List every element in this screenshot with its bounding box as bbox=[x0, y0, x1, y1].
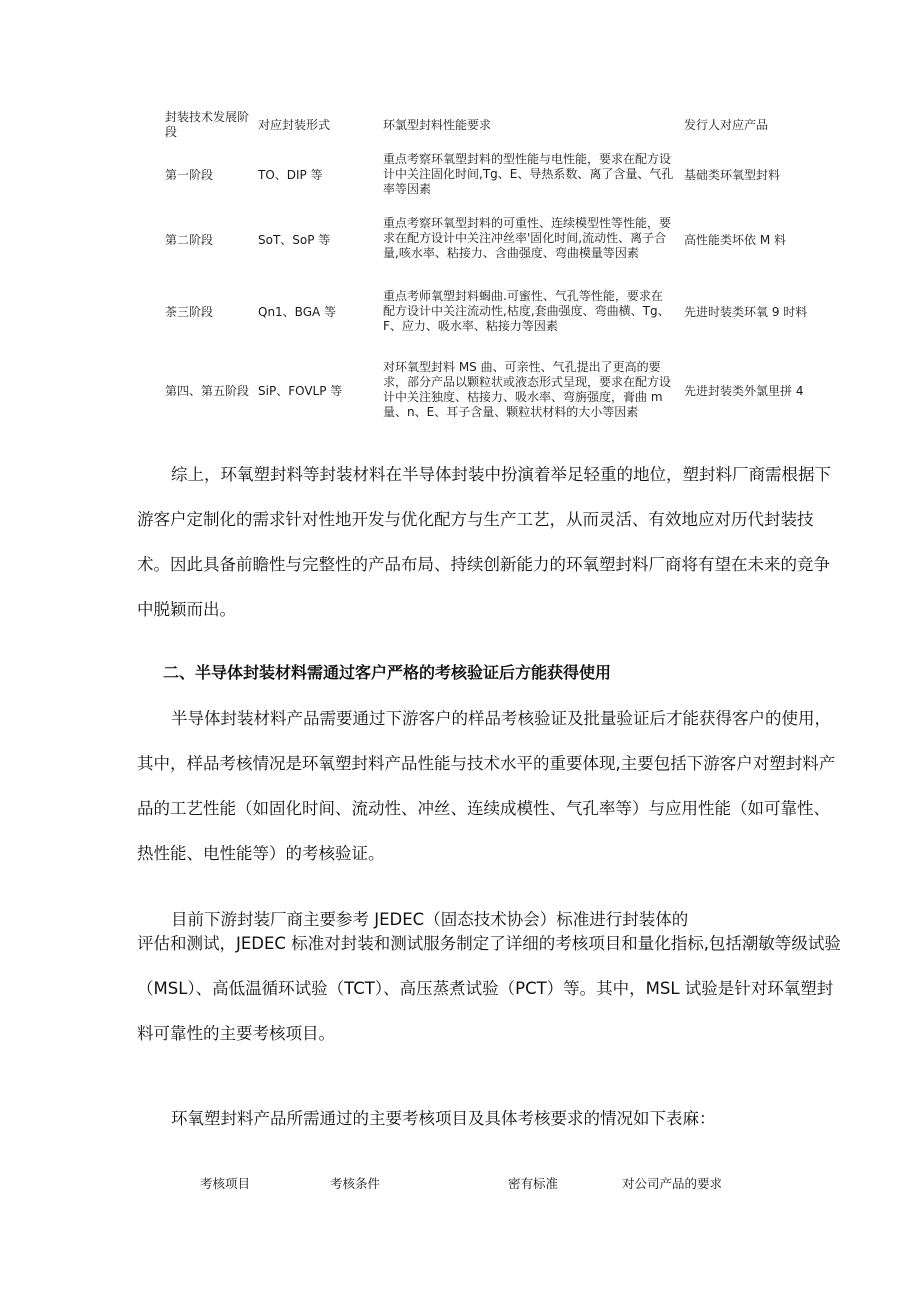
paragraph-table-intro: 环氧塑封料产品所需通过的主要考核项目及具体考核要求的情况如下表麻： bbox=[171, 1109, 716, 1128]
section-heading: 二、半导体封装材料需通过客户严格的考核验证后方能获得使用 bbox=[163, 663, 612, 682]
table1-row4-product: 先进封装类外氯里拼 4 bbox=[684, 384, 804, 398]
paragraph-jedec: 评估和测试，JEDEC 标准对封装和测试服务制定了详细的考核项目和量化指标,包括潮敏等级试验（MSL）、高低温循环试验（TCT）、高压蒸煮试验（PCT）等。其中，MSL 试验是针对环氧塑封料可靠性的主要考核项目。 bbox=[137, 934, 841, 1043]
table2-header-requirement: 对公司产品的要求 bbox=[622, 1176, 723, 1191]
paragraph-summary: 综上，环氧塑封料等封装材料在半导体封装中扮演着举足轻重的地位，塑封料厂商需根据下游客户定制化的需求针对性地开发与优化配方与生产工艺，从而灵活、有效地应对历代封装技术。因此具备前瞻性与完整性的产品布局、持续创新能力的环氧塑封料厂商将有望在未来的竞争中脱颖而出。 bbox=[137, 465, 831, 619]
table1-header-product: 发行人对应产品 bbox=[684, 118, 769, 132]
table1-row1-stage: 第一阶段 bbox=[165, 168, 214, 182]
table1-row1-form: TO、DIP 等 bbox=[258, 168, 323, 182]
table2-header-item: 考核项目 bbox=[200, 1176, 251, 1191]
paragraph-jedec-line1: 目前下游封装厂商主要参考 JEDEC（固态技术协会）标准进行封装体的 bbox=[171, 910, 689, 929]
table1-row2-stage: 第二阶段 bbox=[165, 233, 214, 247]
table1-header-stage: 封装技术发展阶 段 bbox=[165, 110, 250, 139]
table1-row3-product: 先进时装类环氧 9 时料 bbox=[684, 305, 808, 319]
table1-row4-stage: 第四、第五阶段 bbox=[165, 384, 250, 398]
table1-header-requirements: 环氯型封料性能要求 bbox=[383, 118, 492, 132]
paragraph-verification: 半导体封装材料产品需要通过下游客户的样品考核验证及批量验证后才能获得客户的使用，其中，样品考核情况是环氧塑封料产品性能与技术水平的重要体现,主要包括下游客户对塑封料产品的工艺性能（如固化时间、流动性、冲丝、连续成模性、气孔率等）与应用性能（如可靠性、热性能、电性能等）的考核验证。 bbox=[137, 709, 836, 863]
table1-row2-requirements: 重点考察环氧型封料的可重性、连续模型性等性能，要 求在配方设计中关注冲丝率'固化时间,流动性、离子合 量,咳水率、粘接力、含曲强度、弯曲模量等因素 bbox=[383, 216, 672, 260]
table1-row4-form: SiP、FOVLP 等 bbox=[258, 384, 343, 398]
table2-header-standard: 密有标准 bbox=[508, 1176, 559, 1191]
table1-row2-form: SoT、SoP 等 bbox=[258, 233, 331, 247]
table1-row1-product: 基础类环氧型封料 bbox=[684, 168, 781, 182]
table1-row2-product: 高性能类坏依 M 料 bbox=[684, 233, 786, 247]
table1-row3-form: Qn1、BGA 等 bbox=[258, 305, 337, 319]
table1-row3-requirements: 重点考师氧塑封料蝎曲.可蜜性、气孔等性能，要求在 配方设计中关注流动性,枯度,套曲强度、弯曲横、Tg、 F、应力、吸水率、粘接力等因素 bbox=[383, 289, 670, 333]
table1-row4-requirements: 对环氧型封料 MS 曲、可亲性、气孔提出了更高的要 求，部分产品以颗粒状或液态形式呈现，要求在配方设 计中关注独度、枯接力、吸水率、弯旃强度，膏曲 m 量、n、E、耳子含量、颗粒状材料的大小等因素 bbox=[383, 360, 672, 419]
table1-header-form: 对应封装形式 bbox=[258, 118, 331, 132]
table2-header-condition: 考核条件 bbox=[330, 1176, 381, 1191]
table1-row1-requirements: 重点考察环氧塑封料的型性能与电性能，要求在配方设 计中关注固化时间,Tg、E、导热系数、离了含量、气孔 率等因素 bbox=[383, 152, 674, 196]
table1-row3-stage: 茶三阶段 bbox=[165, 305, 214, 319]
